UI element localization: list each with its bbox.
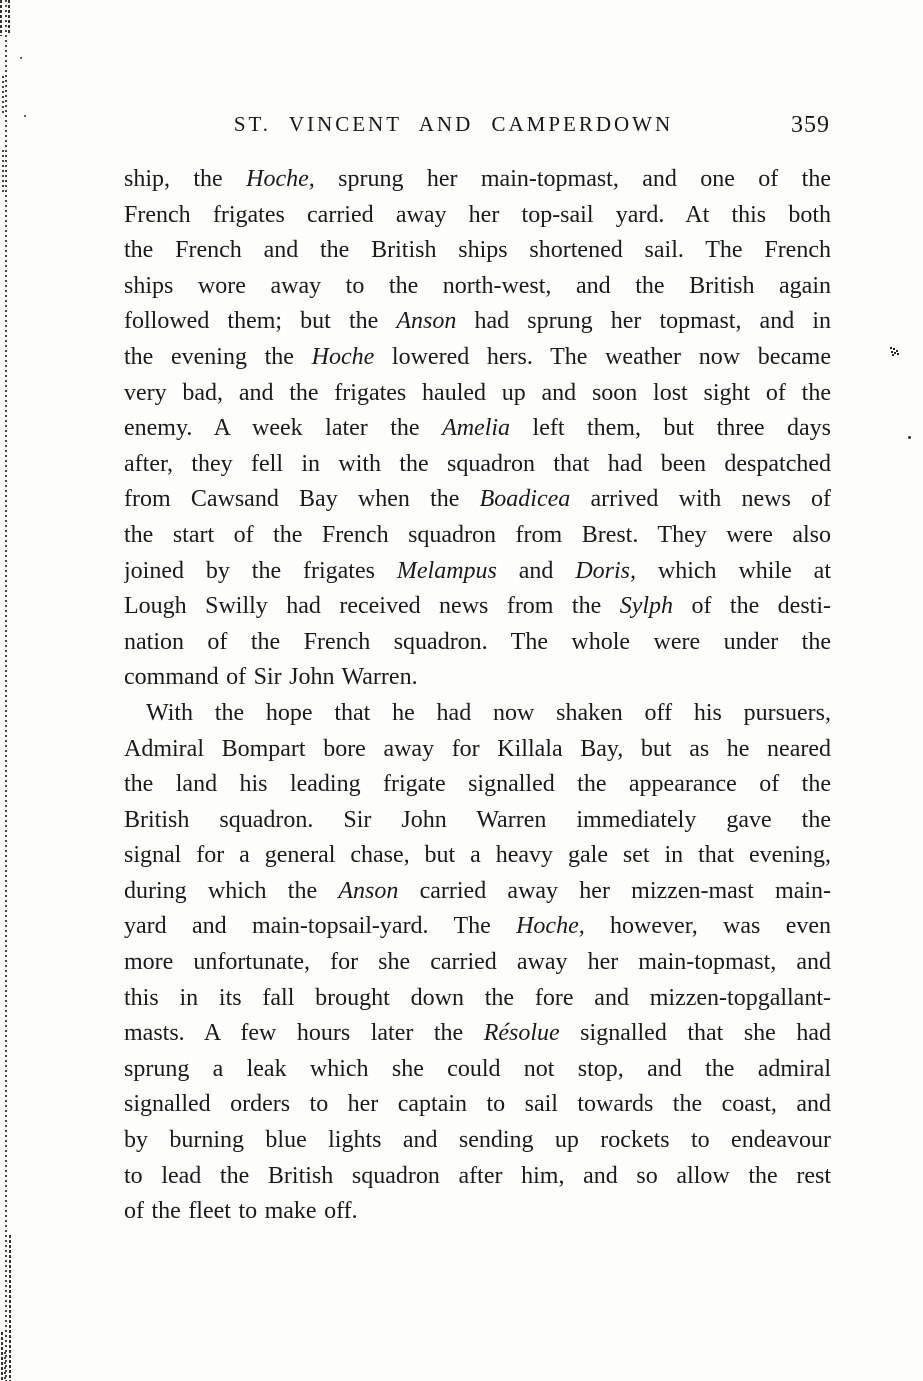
scan-artifact-ink-speck [908, 436, 911, 439]
text-line [124, 447, 831, 483]
ship-name-italic: Hoche, [516, 913, 585, 940]
text-segment: very bad, and the frigates hauled up and soon lost sight of the [124, 379, 831, 406]
scan-artifact-top-left-squiggle [8, 0, 10, 34]
text-line [124, 340, 831, 376]
text-line [124, 981, 831, 1017]
scan-artifact-left-dash [2, 76, 4, 114]
text-segment: yard and main-topsail-yard. The [124, 913, 517, 940]
text-line [124, 625, 831, 661]
text-line [124, 767, 831, 803]
text-segment: the evening the [124, 343, 312, 370]
page-number: 359 [791, 112, 830, 138]
text-line [124, 838, 831, 874]
text-line [124, 874, 831, 910]
text-segment: of the fleet to make off. [124, 1198, 358, 1225]
text-segment: this in its fall brought down the fore and mizzen-topgallant- [124, 984, 831, 1011]
text-segment: followed them; but the [124, 308, 397, 335]
text-line [124, 198, 831, 234]
text-line [124, 1194, 831, 1230]
text-segment: the French and the British ships shortened sail. The French [124, 237, 831, 264]
text-line [124, 162, 831, 198]
text-segment: French frigates carried away her top-sail yard. At this both [124, 201, 831, 228]
text-block [124, 162, 831, 1230]
scan-artifact-bottom-left-dash [4, 1352, 6, 1381]
text-segment: sprung her main-topmast, and one of the [314, 166, 831, 192]
text-segment: left them, but three days [510, 415, 831, 442]
running-header [0, 112, 923, 142]
text-segment: signalled orders to her captain to sail towards the coast, and [124, 1091, 831, 1118]
text-segment: Lough Swilly had received news from the [124, 593, 620, 620]
text-segment: to lead the British squadron after him, and so allow the rest [124, 1162, 831, 1189]
ship-name-italic: Hoche, [246, 166, 315, 192]
scan-artifact-top-left-squiggle [0, 0, 2, 36]
text-segment: nation of the French squadron. The whole were under the [124, 628, 831, 655]
ship-name-italic: Boadicea [479, 486, 571, 513]
text-line [124, 696, 831, 732]
ship-name-italic: Anson [396, 308, 457, 335]
text-line [124, 233, 831, 269]
text-line [124, 482, 831, 518]
ship-name-italic: Résolue [483, 1020, 560, 1047]
text-segment: With the hope that he had now shaken off his pursuers, [146, 699, 831, 726]
text-segment: joined by the frigates [124, 557, 397, 584]
scan-artifact-left-dash [2, 150, 4, 192]
text-line [124, 909, 831, 945]
text-segment: more unfortunate, for she carried away her main-topmast, and [124, 949, 831, 976]
text-line [124, 732, 831, 768]
text-segment: signal for a general chase, but a heavy gale set in that evening, [124, 842, 831, 869]
text-segment: ships wore away to the north-west, and the British again [124, 272, 831, 299]
ship-name-italic: Doris, [575, 557, 636, 584]
text-line [124, 376, 831, 412]
scan-artifact-ink-speck [890, 347, 892, 349]
text-line [124, 1087, 831, 1123]
text-line [124, 660, 831, 696]
text-segment: and [496, 557, 576, 584]
text-segment: carried away her mizzen-mast main- [398, 877, 831, 904]
ship-name-italic: Amelia [442, 415, 511, 442]
text-line [124, 269, 831, 305]
text-segment: during which the [124, 877, 339, 904]
text-segment: the land his leading frigate signalled the appearance of the [124, 771, 831, 798]
text-line [124, 518, 831, 554]
ship-name-italic: Anson [338, 877, 399, 904]
text-segment: by burning blue lights and sending up rockets to endeavour [124, 1127, 831, 1154]
scan-artifact-bottom-left-squiggle [9, 1235, 11, 1381]
text-line [124, 411, 831, 447]
text-segment: sprung a leak which she could not stop, and the admiral [124, 1055, 831, 1082]
text-segment: command of Sir John Warren. [124, 664, 418, 691]
scan-artifact-left-edge-line [5, 0, 7, 1381]
text-line [124, 945, 831, 981]
text-segment: from Cawsand Bay when the [124, 486, 480, 513]
text-segment: signalled that she had [559, 1020, 831, 1047]
text-segment: of the desti- [673, 593, 831, 620]
text-segment: ship, the [124, 166, 247, 192]
text-segment: however, was even [584, 913, 831, 940]
text-line [124, 1016, 831, 1052]
text-line [124, 1123, 831, 1159]
text-segment: after, they fell in with the squadron that had been despatched [124, 450, 831, 477]
text-line [124, 1159, 831, 1195]
text-segment: had sprung her topmast, and in [456, 308, 831, 335]
ship-name-italic: Hoche [311, 343, 375, 370]
text-line [124, 589, 831, 625]
text-segment: lowered hers. The weather now became [374, 343, 831, 370]
text-segment: British squadron. Sir John Warren immediately gave the [124, 806, 831, 833]
text-segment: masts. A few hours later the [124, 1020, 484, 1047]
scan-artifact-dot [20, 57, 22, 59]
scan-artifact-bottom-left-squiggle [1, 1332, 3, 1381]
text-segment: arrived with news of [570, 486, 831, 513]
text-segment: the start of the French squadron from Brest. They were also [124, 521, 831, 548]
text-segment: Admiral Bompart bore away for Killala Bay, but as he neared [124, 735, 831, 762]
text-segment: which while at [636, 557, 831, 584]
text-line [124, 304, 831, 340]
text-segment: enemy. A week later the [124, 415, 443, 442]
ship-name-italic: Melampus [396, 557, 497, 584]
text-line [124, 554, 831, 590]
text-line [124, 803, 831, 839]
ship-name-italic: Sylph [619, 593, 674, 620]
chapter-title: ST. VINCENT AND CAMPERDOWN [233, 112, 674, 136]
text-line [124, 1052, 831, 1088]
